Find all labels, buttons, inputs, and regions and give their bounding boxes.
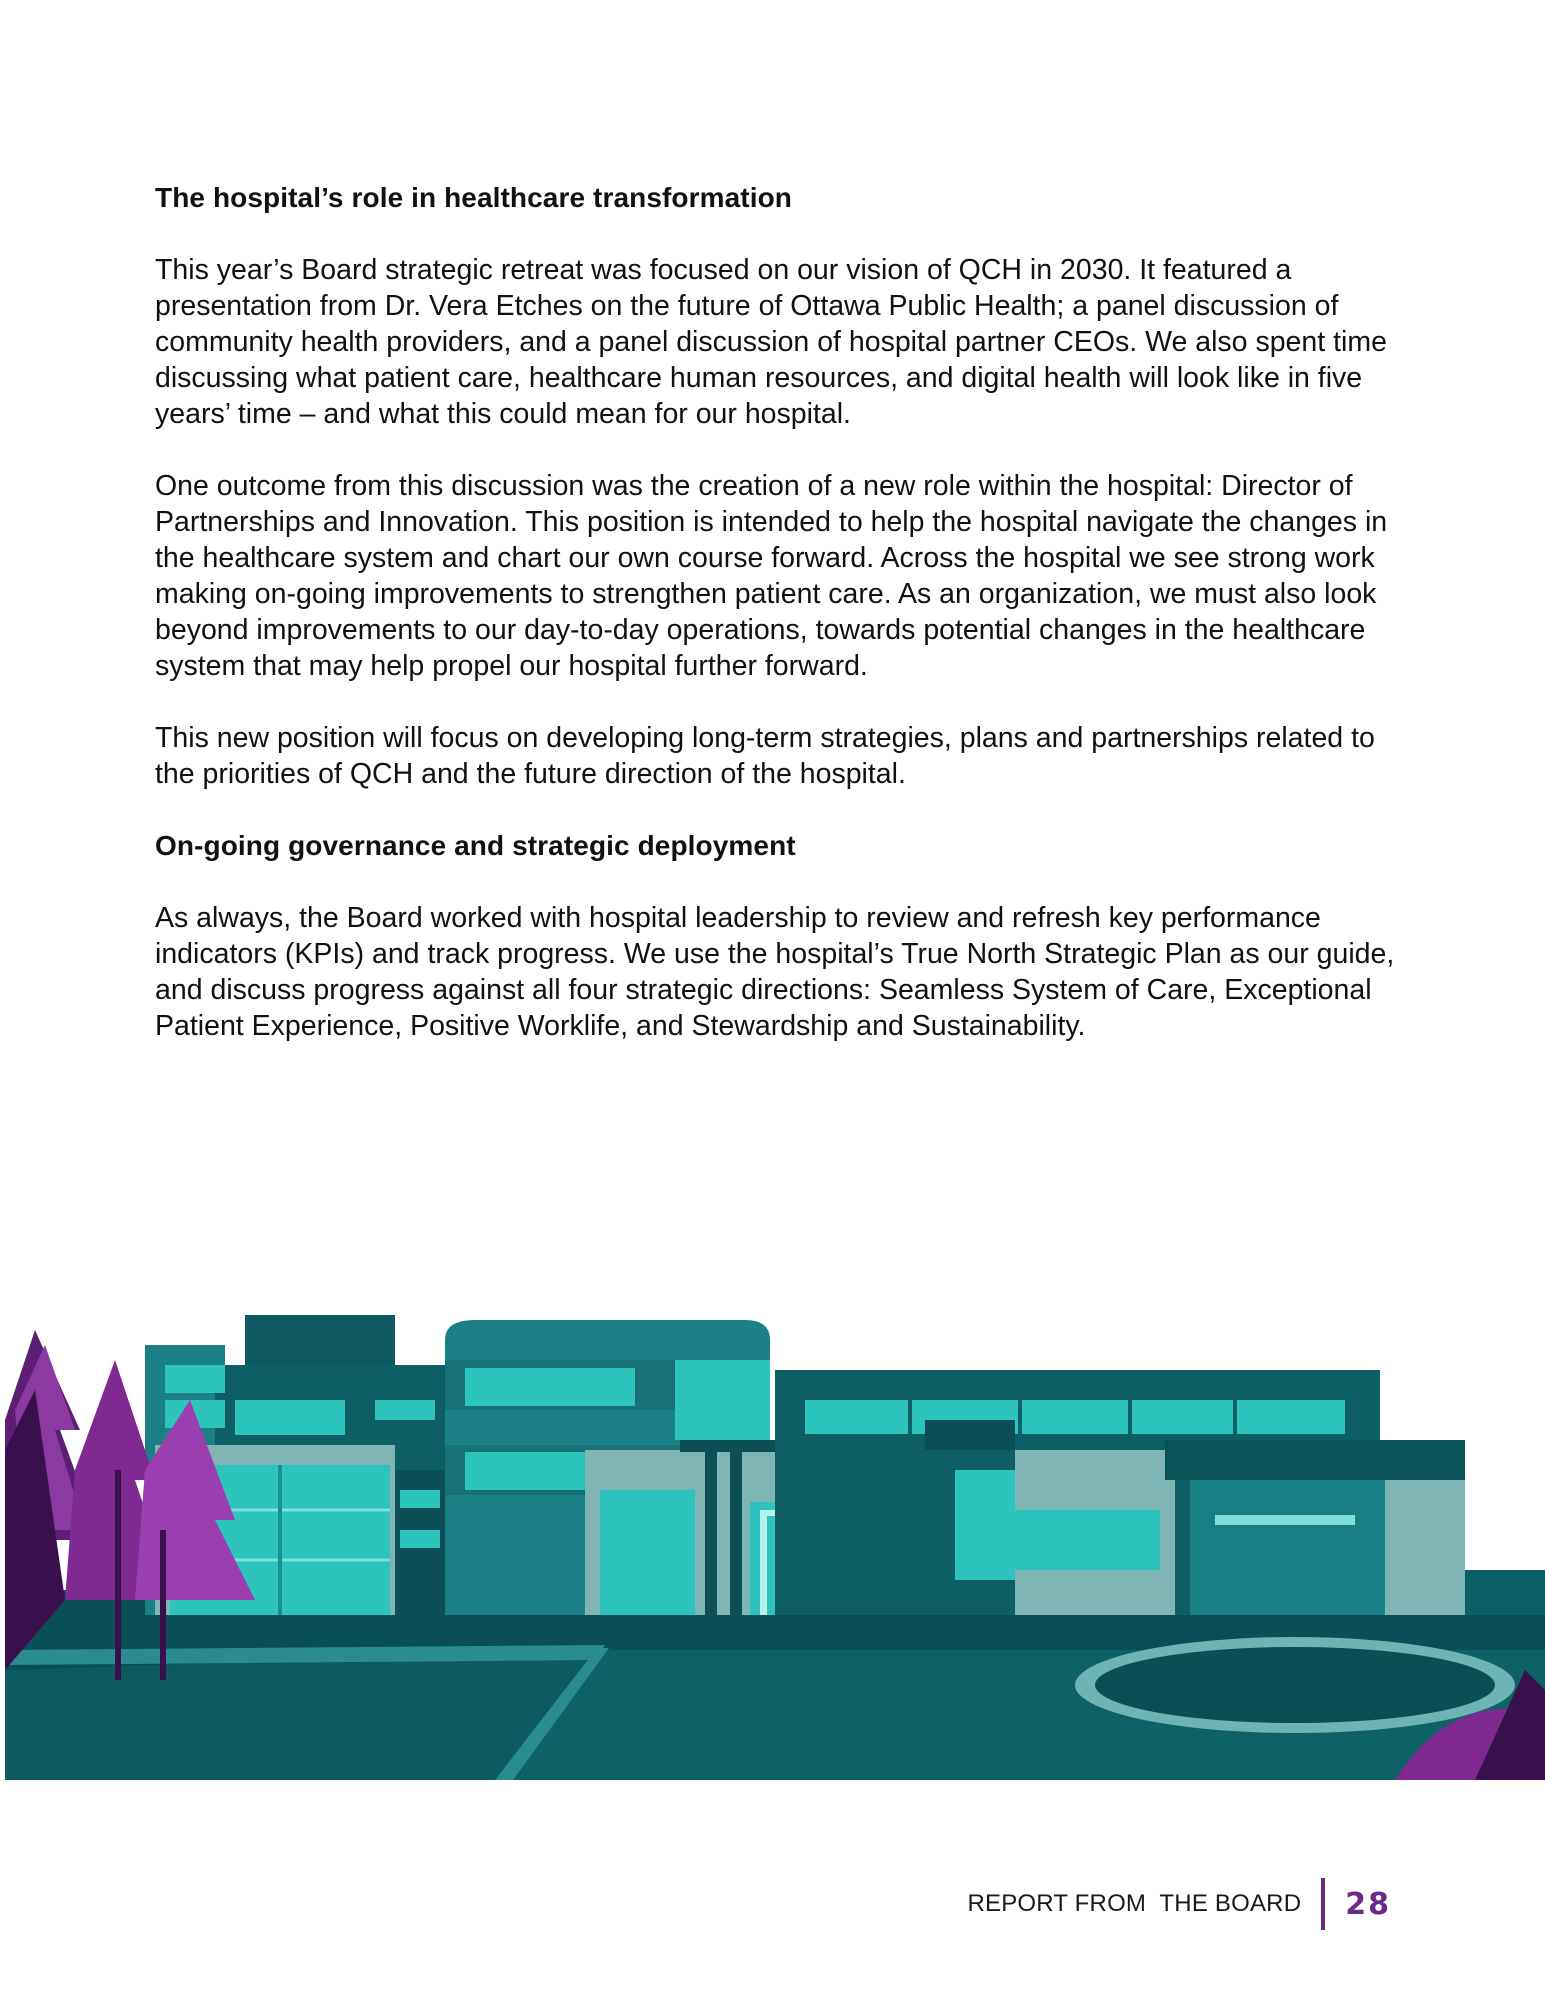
hospital-building-illustration: [5, 1270, 1545, 1780]
document-body: [155, 180, 1405, 1044]
footer-divider: [1321, 1878, 1325, 1930]
section-heading-transformation: The hospital’s role in healthcare transformation: [155, 182, 793, 213]
page-footer: [967, 1876, 1391, 1932]
paragraph-kpis: As always, the Board worked with hospital leadership to review and refresh key performance indicators (KPIs) and track progress. We use the hospital’s True North Strategic Plan as our guide, and discuss progress against all four strategic directions: Seamless System of Care, Exceptional Patient Experience, Positive Worklife, and Stewardship and Sustainability.: [155, 902, 1395, 1042]
paragraph-new-role: One outcome from this discussion was the creation of a new role within the hospital: Director of Partnerships and Innovation. This position is intended to help the hospital navigate the changes in the healthcare system and chart our own course forward. Across the hospital we see strong work making on-going improvements to strengthen patient care. As an organization, we must also look beyond improvements to our day-to-day operations, towards potential changes in the healthcare system that may help propel our hospital further forward.: [155, 470, 1388, 682]
paragraph-position-focus: This new position will focus on developing long-term strategies, plans and partnerships related to the priorities of QCH and the future direction of the hospital.: [155, 722, 1375, 790]
footer-label: REPORT FROM THE BOARD: [967, 1890, 1302, 1917]
section-heading-governance: On-going governance and strategic deployment: [155, 830, 796, 861]
paragraph-retreat: This year’s Board strategic retreat was focused on our vision of QCH in 2030. It featured a presentation from Dr. Vera Etches on the future of Ottawa Public Health; a panel discussion of community health providers, and a panel discussion of hospital partner CEOs. We also spent time discussing what patient care, healthcare human resources, and digital health will look like in five years’ time – and what this could mean for our hospital.: [155, 254, 1387, 430]
page-number: 28: [1345, 1886, 1391, 1922]
